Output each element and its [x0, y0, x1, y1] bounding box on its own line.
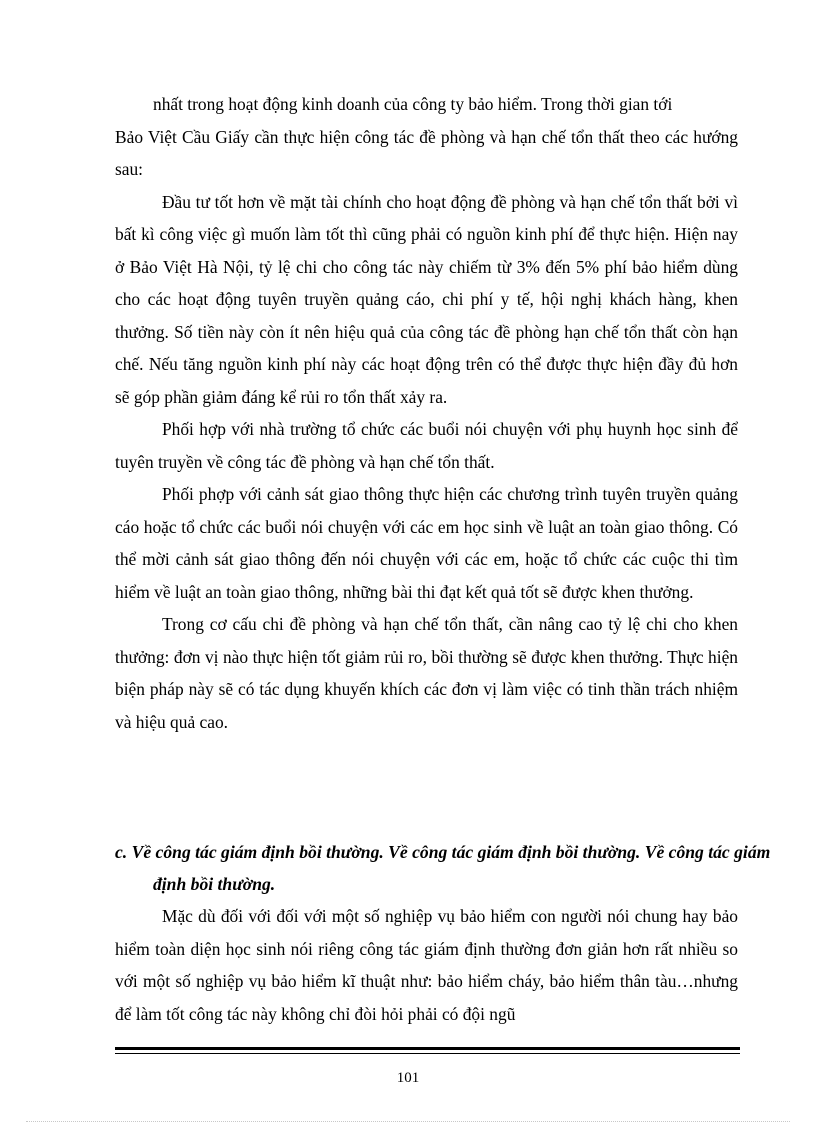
paragraph: Trong cơ cấu chi đề phòng và hạn chế tổn thất, cần nâng cao tỷ lệ chi cho khen thưởng: đơn vị nào thực hiện tốt giảm rủi ro, bồi thường sẽ được khen thưởng. Thực hiện biện pháp này sẽ có tác dụng khuyến khích các đơn vị làm việc có tinh thần trách nhiệm và hiệu quả cao. — [115, 614, 738, 732]
page-edge-dotted-line — [26, 1121, 790, 1122]
paragraph — [115, 88, 738, 186]
section-heading: c. Về công tác giám định bồi thường. Về công tác giám định bồi thường. Về công tác giám định bồi thường. — [115, 842, 771, 894]
paragraph-continuation: Bảo Việt Cầu Giấy cần thực hiện công tác đề phòng và hạn chế tổn thất theo các hướng sau: — [115, 126, 738, 179]
footer-double-rule — [115, 1047, 740, 1054]
paragraph: Phối hợp với nhà trường tổ chức các buổi nói chuyện với phụ huynh học sinh để tuyên truyền về công tác đề phòng và hạn chế tổn thất. — [115, 419, 738, 472]
body-text-before — [115, 88, 738, 738]
paragraph: Đầu tư tốt hơn về mặt tài chính cho hoạt động đề phòng và hạn chế tổn thất bởi vì bất kì công việc gì muốn làm tốt thì cũng phải có nguồn kinh phí để thực hiện. Hiện nay ở Bảo Việt Hà Nội, tỷ lệ chi cho công tác này chiếm từ 3% đến 5% phí bảo hiểm dùng cho các hoạt động tuyên truyền quảng cáo, chi phí y tế, hội nghị khách hàng, khen thưởng. Số tiền này còn ít nên hiệu quả của công tác đề phòng hạn chế tổn thất còn hạn chế. Nếu tăng nguồn kinh phí này các hoạt động trên có thể được thực hiện đầy đủ hơn sẽ góp phần giảm đáng kể rủi ro tổn thất xảy ra. — [115, 191, 738, 407]
body-text-after — [115, 900, 738, 1030]
paragraph: Mặc dù đối với đối với một số nghiệp vụ bảo hiểm con người nói chung hay bảo hiểm toàn diện học sinh nói riêng công tác giám định thường đơn giản hơn rất nhiều so với một số nghiệp vụ bảo hiểm kĩ thuật như: bảo hiểm cháy, bảo hiểm thân tàu…nhưng để làm tốt công tác này không chỉ đòi hỏi phải có đội ngũ — [115, 906, 738, 1024]
paragraph: Phối phợp với cảnh sát giao thông thực hiện các chương trình tuyên truyền quảng cáo hoặc tổ chức các buổi nói chuyện với các em học sinh về luật an toàn giao thông. Có thể mời cảnh sát giao thông đến nói chuyện với các em, hoặc tổ chức các cuộc thi tìm hiểm về luật an toàn giao thông, những bài thi đạt kết quả tốt sẽ được khen thưởng. — [115, 484, 738, 602]
page-number: 101 — [396, 1070, 420, 1086]
paragraph-lead-line: nhất trong hoạt động kinh doanh của công ty bảo hiểm. Trong thời gian tới — [153, 94, 673, 114]
